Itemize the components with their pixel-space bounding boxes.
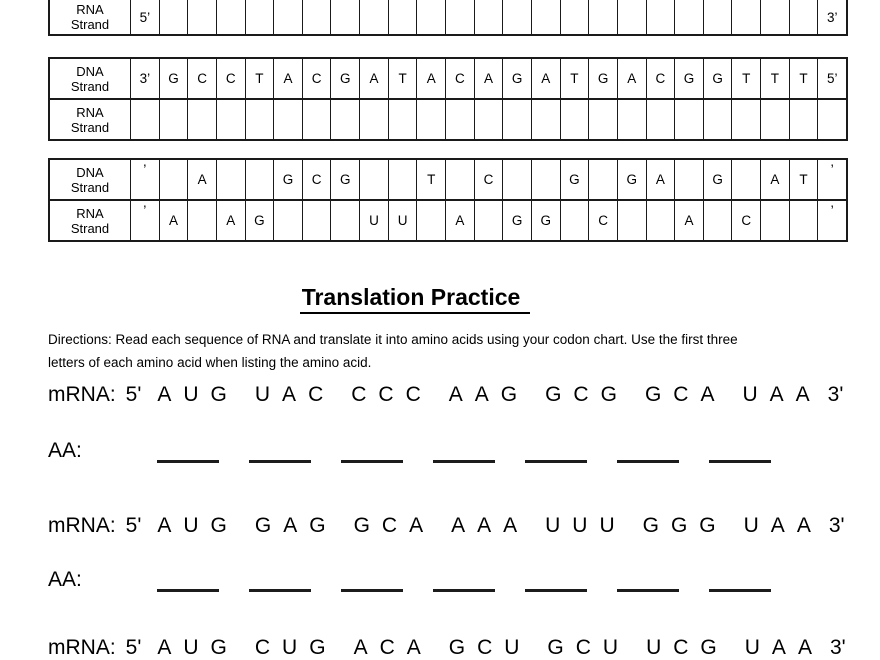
dna-strand-cell: G: [704, 160, 733, 199]
rna-strand-cell: [561, 0, 590, 34]
rna-strand-cell: 5’: [131, 0, 160, 34]
amino-acid-answer-row: [48, 566, 771, 592]
rna-strand-cell: [389, 100, 418, 139]
rna-strand-cell: [331, 100, 360, 139]
codon: UAC: [254, 383, 336, 406]
dna-strand-cell: T: [732, 59, 761, 98]
dna-strand-cell: T: [761, 59, 790, 98]
dna-strand-cell: A: [761, 160, 790, 199]
dna-strand-cell: 3’: [131, 59, 160, 98]
aa-blank-group: [157, 569, 771, 592]
label-line: RNA: [76, 2, 104, 17]
rna-strand-row: [50, 199, 846, 240]
dna-strand-cell: T: [246, 59, 275, 98]
codon: UCG: [646, 636, 729, 659]
rna-strand-row-label: [50, 0, 131, 34]
aa-label: AA:: [48, 568, 82, 591]
rna-strand-cell: [303, 100, 332, 139]
rna-strand-cell: [532, 0, 561, 34]
label-line: Strand: [70, 119, 110, 135]
transcription-table-dna-to-rna: [48, 57, 848, 141]
answer-blank: [617, 569, 679, 592]
rna-strand-cell: G: [246, 201, 275, 240]
dna-strand-cell: G: [618, 160, 647, 199]
dna-strand-cell: [389, 160, 418, 199]
rna-strand-cell: [217, 100, 246, 139]
rna-strand-cell: ’: [131, 201, 160, 240]
rna-strand-cell: [647, 0, 676, 34]
rna-strand-cell: [732, 0, 761, 34]
rna-strand-cell: [131, 100, 160, 139]
answer-blank: [525, 569, 587, 592]
rna-strand-cell: G: [532, 201, 561, 240]
mrna-sequence-row: [48, 383, 843, 407]
rna-strand-cell: [475, 201, 504, 240]
rna-strand-cell: [188, 100, 217, 139]
dna-strand-cell: [360, 160, 389, 199]
dna-strand-cell: T: [417, 160, 446, 199]
rna-strand-cell: [761, 201, 790, 240]
answer-blank: [433, 440, 495, 463]
rna-strand-cell: U: [389, 201, 418, 240]
mrna-label: mRNA:: [48, 383, 116, 406]
label-line: DNA: [76, 63, 104, 79]
rna-strand-cell: [790, 0, 819, 34]
dna-strand-cell: G: [675, 59, 704, 98]
codon: AUG: [157, 383, 239, 406]
dna-strand-row: [50, 160, 846, 199]
dna-strand-cell: [503, 160, 532, 199]
section-title: Translation Practice: [300, 284, 531, 314]
rna-strand-cell: [389, 0, 418, 34]
dna-strand-row-label: [50, 59, 131, 98]
dna-strand-cell: A: [417, 59, 446, 98]
dna-strand-cell: C: [217, 59, 246, 98]
rna-strand-cell: [246, 100, 275, 139]
dna-strand-cell: A: [188, 160, 217, 199]
rna-strand-row-label: [50, 201, 131, 240]
dna-strand-cell: A: [274, 59, 303, 98]
rna-strand-cell: [704, 100, 733, 139]
dna-strand-cell: G: [274, 160, 303, 199]
dna-strand-cell: [532, 160, 561, 199]
rna-strand-cell: U: [360, 201, 389, 240]
codon: GCA: [644, 383, 727, 406]
codon: GCG: [545, 383, 629, 406]
rna-strand-cell: [704, 201, 733, 240]
directions-line-2: letters of each amino acid when listing the amino acid.: [48, 355, 372, 370]
codon: GGG: [642, 514, 728, 537]
rna-strand-cell: [360, 100, 389, 139]
rna-strand-row: [50, 0, 846, 34]
dna-strand-cell: [732, 160, 761, 199]
rna-strand-cell: [503, 100, 532, 139]
rna-strand-cell: [503, 0, 532, 34]
label-line: Strand: [70, 78, 110, 94]
codon: UUU: [545, 514, 627, 537]
rna-strand-cell: [675, 0, 704, 34]
transcription-table-partial: [48, 0, 848, 36]
mrna-label: mRNA:: [48, 514, 116, 537]
label-line: Strand: [70, 220, 110, 236]
rna-strand-cell: [618, 100, 647, 139]
answer-blank: [617, 440, 679, 463]
rna-strand-cell: [532, 100, 561, 139]
rna-strand-cell: [360, 0, 389, 34]
mrna-sequence-row: [48, 514, 845, 538]
dna-strand-cell: G: [589, 59, 618, 98]
dna-strand-cell: A: [647, 160, 676, 199]
dna-strand-cell: [589, 160, 618, 199]
rna-strand-cell: [761, 100, 790, 139]
rna-strand-cell: [561, 201, 590, 240]
dna-strand-cell: [246, 160, 275, 199]
mrna-label: mRNA:: [48, 636, 116, 659]
directions-text: [48, 328, 828, 374]
codon: UAA: [742, 383, 822, 406]
dna-strand-cell: C: [188, 59, 217, 98]
answer-blank: [433, 569, 495, 592]
label-line: RNA: [76, 205, 104, 221]
rna-strand-cell: [331, 0, 360, 34]
answer-blank: [157, 569, 219, 592]
codon: ACA: [353, 636, 433, 659]
dna-strand-cell: C: [303, 59, 332, 98]
answer-blank: [157, 440, 219, 463]
three-prime-marker: 3': [828, 514, 845, 537]
rna-strand-cell: [790, 100, 819, 139]
dna-strand-cell: G: [160, 59, 189, 98]
aa-label: AA:: [48, 439, 82, 462]
rna-strand-cell: [217, 0, 246, 34]
rna-strand-cell: C: [732, 201, 761, 240]
label-line: RNA: [76, 104, 104, 120]
directions-line-1: Directions: Read each sequence of RNA and translate it into amino acids using your codon chart. Use the first three: [48, 332, 738, 347]
answer-blank: [341, 569, 403, 592]
rna-strand-cell: [246, 0, 275, 34]
dna-strand-cell: C: [446, 59, 475, 98]
answer-blank: [709, 569, 771, 592]
three-prime-marker: 3': [829, 636, 846, 659]
dna-strand-cell: T: [790, 160, 819, 199]
dna-strand-cell: T: [389, 59, 418, 98]
rna-strand-cell: [446, 100, 475, 139]
answer-blank: [249, 569, 311, 592]
dna-strand-cell: 5’: [826, 71, 838, 86]
dna-strand-cell: [217, 160, 246, 199]
dna-strand-cell: A: [475, 59, 504, 98]
dna-strand-cell: C: [303, 160, 332, 199]
dna-strand-cell: G: [704, 59, 733, 98]
rna-strand-cell: [160, 0, 189, 34]
label-line: DNA: [76, 164, 104, 180]
rna-strand-cell: [589, 0, 618, 34]
aa-blank-group: [157, 440, 771, 463]
rna-strand-cell: A: [160, 201, 189, 240]
dna-strand-cell: [446, 160, 475, 199]
rna-strand-cell: [618, 201, 647, 240]
rna-strand-cell: [274, 100, 303, 139]
rna-strand-cell: [274, 201, 303, 240]
rna-strand-cell: A: [217, 201, 246, 240]
answer-blank: [525, 440, 587, 463]
codon: GAG: [254, 514, 338, 537]
transcription-table-fill-in: [48, 158, 848, 242]
codon: CUG: [254, 636, 338, 659]
answer-blank: [709, 440, 771, 463]
label-line: Strand: [70, 179, 110, 195]
dna-strand-cell: A: [360, 59, 389, 98]
dna-strand-cell: A: [618, 59, 647, 98]
rna-strand-cell: [303, 201, 332, 240]
rna-strand-cell: ’: [830, 202, 834, 218]
five-prime-marker: 5': [125, 383, 142, 406]
rna-strand-row: [50, 98, 846, 139]
rna-strand-cell: [732, 100, 761, 139]
rna-strand-cell: [188, 201, 217, 240]
answer-blank: [341, 440, 403, 463]
rna-strand-row-label: [50, 100, 131, 139]
dna-strand-cell: C: [647, 59, 676, 98]
rna-strand-cell: [675, 100, 704, 139]
rna-strand-cell: [618, 0, 647, 34]
codon: UAA: [743, 514, 823, 537]
codon: GCA: [353, 514, 436, 537]
rna-strand-cell: [647, 201, 676, 240]
rna-strand-cell: [818, 100, 846, 139]
mrna-sequence-row: [48, 636, 846, 660]
five-prime-marker: 5': [125, 636, 142, 659]
dna-strand-row: [50, 59, 846, 98]
dna-strand-cell: G: [331, 59, 360, 98]
rna-strand-cell: [647, 100, 676, 139]
dna-strand-cell: T: [790, 59, 819, 98]
rna-strand-cell: [331, 201, 360, 240]
dna-strand-cell: A: [532, 59, 561, 98]
rna-strand-cell: [160, 100, 189, 139]
rna-strand-cell: C: [589, 201, 618, 240]
codon: AUG: [157, 514, 239, 537]
label-line: Strand: [70, 17, 110, 32]
dna-strand-cell: [675, 160, 704, 199]
rna-strand-cell: A: [446, 201, 475, 240]
dna-strand-cell: G: [561, 160, 590, 199]
dna-strand-row-label: [50, 160, 131, 199]
codon: GCU: [448, 636, 532, 659]
rna-strand-cell: [188, 0, 217, 34]
rna-strand-cell: [589, 100, 618, 139]
rna-strand-cell: [274, 0, 303, 34]
rna-strand-cell: [790, 201, 819, 240]
rna-strand-cell: [417, 100, 446, 139]
rna-strand-cell: A: [675, 201, 704, 240]
codon: GCU: [547, 636, 631, 659]
codon: UAA: [744, 636, 824, 659]
dna-strand-cell: ’: [131, 160, 160, 199]
rna-strand-cell: [417, 201, 446, 240]
codon: AAA: [451, 514, 530, 537]
codon: CCC: [351, 383, 433, 406]
rna-strand-cell: [761, 0, 790, 34]
dna-strand-cell: T: [561, 59, 590, 98]
dna-strand-cell: [160, 160, 189, 199]
dna-strand-cell: C: [475, 160, 504, 199]
rna-strand-cell: [303, 0, 332, 34]
three-prime-marker: 3': [827, 383, 844, 406]
section-heading-wrap: [0, 284, 830, 314]
rna-strand-cell: [475, 100, 504, 139]
amino-acid-answer-row: [48, 437, 771, 463]
dna-strand-cell: G: [331, 160, 360, 199]
dna-strand-cell: ’: [830, 161, 834, 177]
rna-strand-cell: 3’: [826, 9, 838, 25]
five-prime-marker: 5': [125, 514, 142, 537]
rna-strand-cell: [417, 0, 446, 34]
rna-strand-cell: G: [503, 201, 532, 240]
rna-strand-cell: [561, 100, 590, 139]
rna-strand-cell: [475, 0, 504, 34]
codon: AUG: [157, 636, 239, 659]
dna-strand-cell: G: [503, 59, 532, 98]
answer-blank: [249, 440, 311, 463]
rna-strand-cell: [704, 0, 733, 34]
rna-strand-cell: [446, 0, 475, 34]
codon: AAG: [448, 383, 530, 406]
